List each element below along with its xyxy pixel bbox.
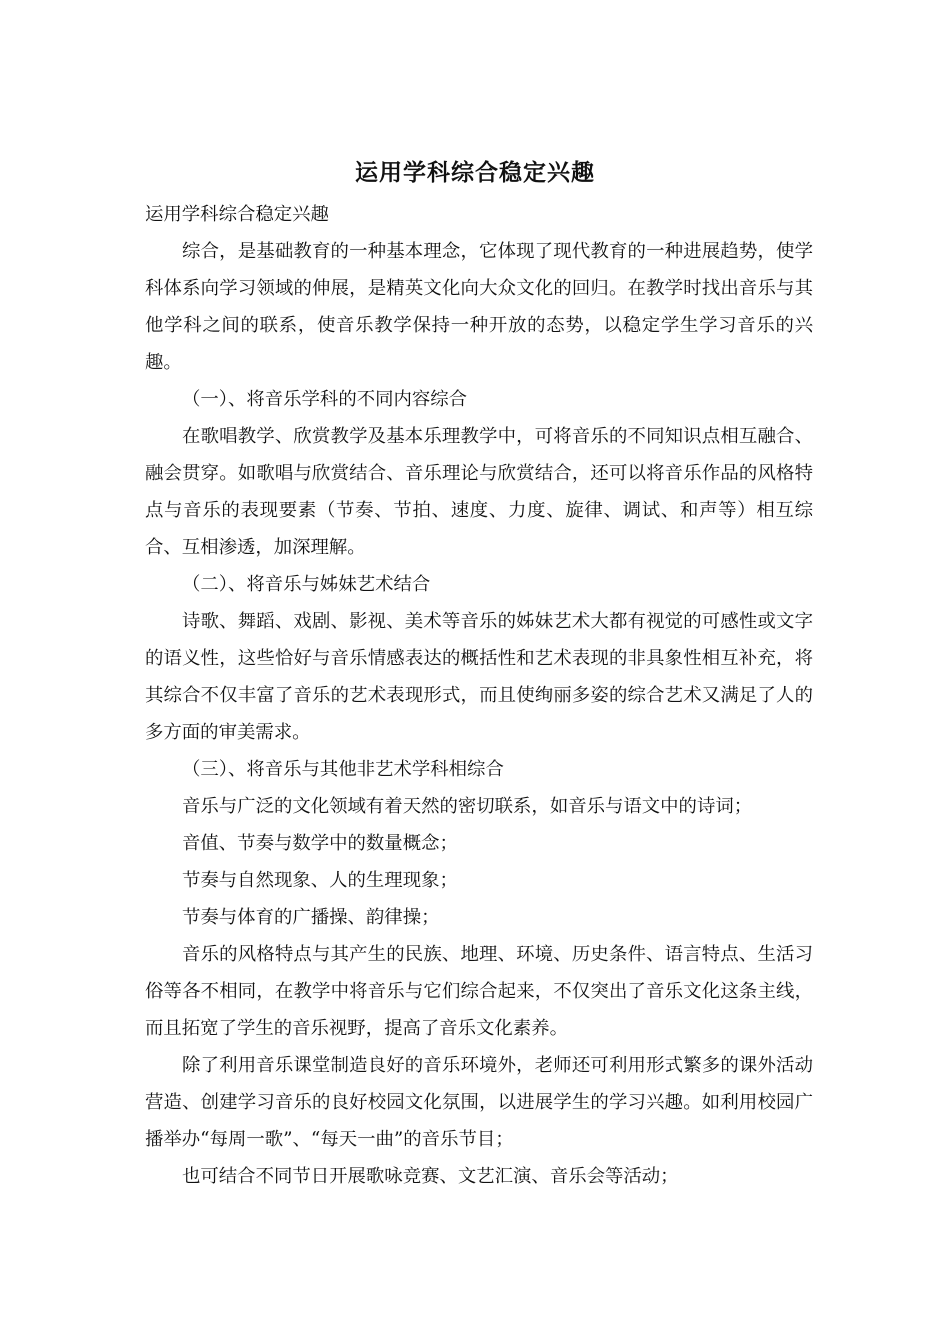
paragraph-culture: 音乐的风格特点与其产生的民族、地理、环境、历史条件、语言特点、生活习俗等各不相同，在教学中将音乐与它们综合起来，不仅突出了音乐文化这条主线，而且拓宽了学生的音乐视野，提高了音乐文化素养。 xyxy=(145,944,813,1039)
paragraph-sports-link: 节奏与体育的广播操、韵律操； xyxy=(182,907,440,928)
paragraph-section-1: 在歌唱教学、欣赏教学及基本乐理教学中，可将音乐的不同知识点相互融合、融会贯穿。如歌唱与欣赏结合、音乐理论与欣赏结合，还可以将音乐作品的风格特点与音乐的表现要素（节奏、节拍、速度、力度、旋律、调试、和声等）相互综合、互相渗透，加深理解。 xyxy=(145,426,813,558)
section-heading-1: （一）、将音乐学科的不同内容综合 xyxy=(182,389,468,410)
section-heading-2: （二）、将音乐与姊妹艺术结合 xyxy=(182,574,431,595)
paragraph-section-2: 诗歌、舞蹈、戏剧、影视、美术等音乐的姊妹艺术大都有视觉的可感性或文字的语义性，这些恰好与音乐情感表达的概括性和艺术表现的非具象性相互补充，将其综合不仅丰富了音乐的艺术表现形式，而且使绚丽多姿的综合艺术又满足了人的多方面的审美需求。 xyxy=(145,611,813,743)
document-body xyxy=(145,196,813,1195)
document-title: 运用学科综合稳定兴趣 xyxy=(355,160,595,186)
paragraph-poetry-link: 音乐与广泛的文化领域有着天然的密切联系，如音乐与语文中的诗词； xyxy=(182,796,753,817)
paragraph-nature-link: 节奏与自然现象、人的生理现象； xyxy=(182,870,458,891)
section-heading-3: （三）、将音乐与其他非艺术学科相综合 xyxy=(182,759,504,780)
paragraph-extracurricular: 除了利用音乐课堂制造良好的音乐环境外，老师还可利用形式繁多的课外活动营造、创建学习音乐的良好校园文化氛围，以进展学生的学习兴趣。如利用校园广播举办“每周一歌”、“每天一曲”的音乐节目； xyxy=(145,1055,813,1150)
document-subtitle: 运用学科综合稳定兴趣 xyxy=(145,204,329,225)
paragraph-math-link: 音值、节奏与数学中的数量概念； xyxy=(182,833,458,854)
paragraph-festivals: 也可结合不同节日开展歌咏竞赛、文艺汇演、音乐会等活动； xyxy=(182,1166,679,1187)
paragraph-intro: 综合，是基础教育的一种基本理念，它体现了现代教育的一种进展趋势，使学科体系向学习领域的伸展，是精英文化向大众文化的回归。在教学时找出音乐与其他学科之间的联系，使音乐教学保持一种开放的态势，以稳定学生学习音乐的兴趣。 xyxy=(145,241,813,373)
